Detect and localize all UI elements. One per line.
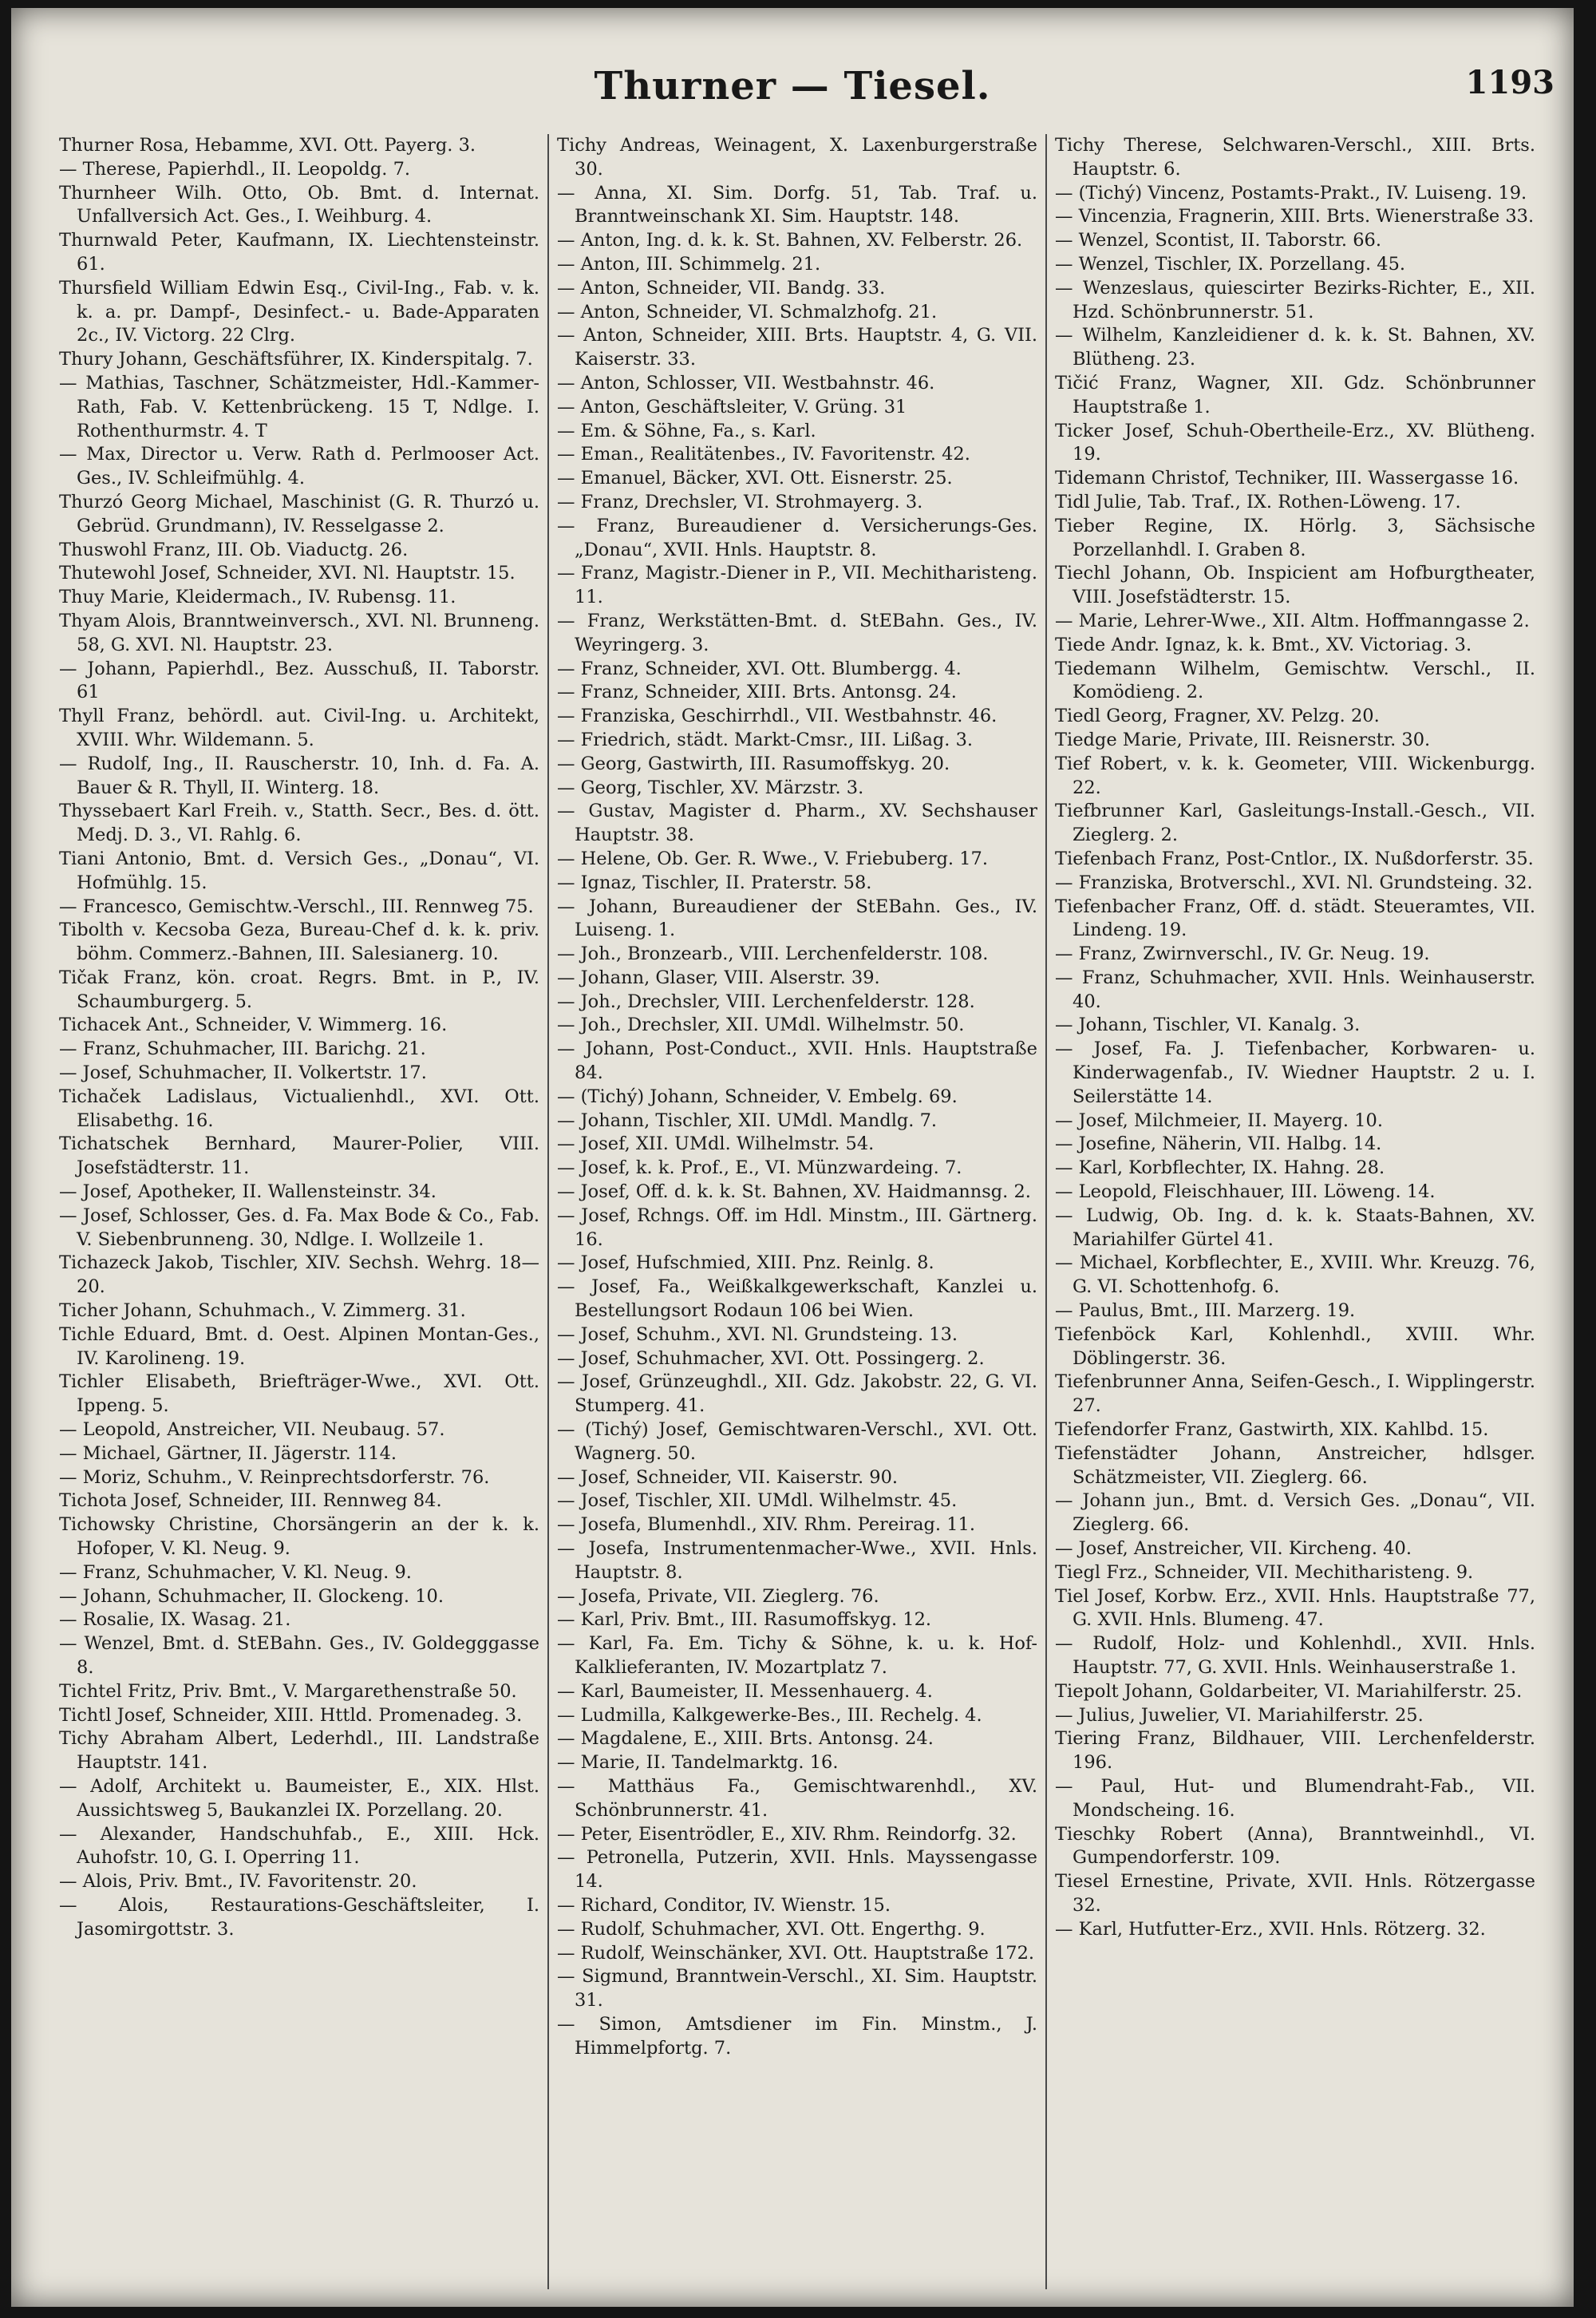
directory-entry: — Rosalie, IX. Wasag. 21.: [59, 1609, 291, 1631]
column-divider: [547, 134, 549, 2289]
directory-entry: — Karl, Fa. Em. Tichy & Söhne, k. u. k. Hof-Kalklieferanten, IV. Mozartplatz 7.: [557, 1633, 1037, 1678]
directory-entry: — Anton, Ing. d. k. k. St. Bahnen, XV. Felberstr. 26.: [557, 230, 1023, 251]
directory-entry: Tichaček Ladislaus, Victualienhdl., XVI. Ott. Elisabethg. 16.: [59, 1086, 539, 1131]
directory-entry: Tiechl Johann, Ob. Inspicient am Hofburgtheater, VIII. Josefstädterstr. 15.: [1055, 563, 1535, 608]
column-divider: [1045, 134, 1047, 2289]
directory-entry: Tiering Franz, Bildhauer, VIII. Lerchenfelderstr. 196.: [1055, 1728, 1535, 1774]
directory-entry: — Franziska, Brotverschl., XVI. Nl. Grundsteing. 32.: [1055, 872, 1533, 893]
directory-entry: Tichler Elisabeth, Briefträger-Wwe., XVI. Ott. Ippeng. 5.: [59, 1371, 539, 1417]
directory-entry: — Josef, Schuhmacher, XVI. Ott. Possingerg. 2.: [557, 1347, 985, 1369]
directory-entry: — Anton, Schneider, VI. Schmalzhofg. 21.: [557, 301, 938, 322]
directory-entry: Tiefenstädter Johann, Anstreicher, hdlsger. Schätzmeister, VII. Zieglerg. 66.: [1055, 1442, 1535, 1488]
directory-entry: Tichtl Josef, Schneider, XIII. Httld. Promenadeg. 3.: [59, 1704, 523, 1726]
directory-entry: — Josef, XII. UMdl. Wilhelmstr. 54.: [557, 1133, 875, 1155]
directory-entry: — Joh., Drechsler, XII. UMdl. Wilhelmstr. 50.: [557, 1015, 965, 1036]
directory-entry: — Mathias, Taschner, Schätzmeister, Hdl.-Kammer-Rath, Fab. V. Kettenbrückeng. 15 T, Ndlge. I. Rothenthurmstr. 4. T: [59, 372, 539, 441]
directory-entry: — Leopold, Fleischhauer, III. Löweng. 14.: [1055, 1181, 1436, 1203]
directory-entry: — Josef, Fa. J. Tiefenbacher, Korbwaren- u. Kinderwagenfab., IV. Wiedner Hauptstr. 2 u. I. Seilerstätte 14.: [1055, 1038, 1535, 1107]
directory-entry: — Franz, Bureaudiener d. Versicherungs-Ges. „Donau“, XVII. Hnls. Hauptstr. 8.: [557, 515, 1037, 560]
directory-entry: — Julius, Juwelier, VI. Mariahilferstr. 25.: [1055, 1704, 1424, 1726]
directory-entry: Thuy Marie, Kleidermach., IV. Rubensg. 11.: [59, 587, 456, 608]
column-1: [59, 134, 539, 2289]
directory-page: [11, 8, 1574, 2307]
directory-entry: — Josefa, Instrumentenmacher-Wwe., XVII. Hnls. Hauptstr. 8.: [557, 1538, 1037, 1583]
directory-entry: Tiegl Frz., Schneider, VII. Mechitharisteng. 9.: [1055, 1561, 1474, 1583]
directory-entry: Thyam Alois, Branntweinversch., XVI. Nl. Brunneng. 58, G. XVI. Nl. Hauptstr. 23.: [59, 610, 539, 655]
directory-entry: — (Tichý) Johann, Schneider, V. Embelg. 69.: [557, 1086, 958, 1107]
directory-entry: Tiefenbach Franz, Post-Cntlor., IX. Nußdorferstr. 35.: [1055, 848, 1534, 869]
directory-entry: — Franz, Zwirnverschl., IV. Gr. Neug. 19.: [1055, 943, 1430, 965]
directory-entry: — Magdalene, E., XIII. Brts. Antonsg. 24.: [557, 1728, 934, 1750]
directory-entry: — Wenzel, Tischler, IX. Porzellang. 45.: [1055, 253, 1406, 275]
directory-entry: Tiel Josef, Korbw. Erz., XVII. Hnls. Hauptstraße 77, G. XVII. Hnls. Blumeng. 47.: [1055, 1585, 1535, 1631]
directory-entry: Tichy Andreas, Weinagent, X. Laxenburgerstraße 30.: [557, 135, 1037, 180]
directory-entry: — Moriz, Schuhm., V. Reinprechtsdorferstr. 76.: [59, 1466, 490, 1488]
directory-entry: — Johann, Papierhdl., Bez. Ausschuß, II. Taborstr. 61: [59, 658, 539, 703]
column-3: [1055, 134, 1535, 2289]
directory-entry: — Rudolf, Ing., II. Rauscherstr. 10, Inh. d. Fa. A. Bauer & R. Thyll, II. Winterg. 18.: [59, 753, 539, 798]
directory-entry: — Josef, Off. d. k. k. St. Bahnen, XV. Haidmannsg. 2.: [557, 1181, 1031, 1203]
directory-entry: — Josef, Schneider, VII. Kaiserstr. 90.: [557, 1466, 899, 1488]
directory-entry: Ticker Josef, Schuh-Obertheile-Erz., XV. Blütheng. 19.: [1055, 420, 1535, 465]
directory-entry: — Alois, Restaurations-Geschäftsleiter, I. Jasomirgottstr. 3.: [59, 1894, 539, 1940]
directory-entry: — Anton, Schlosser, VII. Westbahnstr. 46.: [557, 372, 935, 394]
directory-entry: Tibolth v. Kecsoba Geza, Bureau-Chef d. k. k. priv. böhm. Commerz.-Bahnen, III. Salesianerg. 10.: [59, 920, 539, 965]
directory-entry: — Michael, Korbflechter, E., XVIII. Whr. Kreuzg. 76, G. VI. Schottenhofg. 6.: [1055, 1252, 1535, 1298]
directory-entry: — Wenzel, Bmt. d. StEBahn. Ges., IV. Goldegggasse 8.: [59, 1633, 539, 1678]
directory-entry: Thyssebaert Karl Freih. v., Statth. Secr., Bes. d. ött. Medj. D. 3., VI. Rahlg. 6.: [59, 801, 539, 846]
page-header: [11, 64, 1574, 128]
directory-entry: — Marie, II. Tandelmarktg. 16.: [557, 1752, 839, 1774]
directory-entry: — (Tichý) Vincenz, Postamts-Prakt., IV. Luiseng. 19.: [1055, 182, 1527, 204]
directory-entry: — Leopold, Anstreicher, VII. Neubaug. 57.: [59, 1419, 445, 1441]
column-2: [557, 134, 1037, 2289]
directory-entry: — Franz, Schneider, XIII. Brts. Antonsg. 24.: [557, 682, 957, 703]
directory-entry: Tieber Regine, IX. Hörlg. 3, Sächsische Porzellanhdl. I. Graben 8.: [1055, 515, 1535, 560]
directory-entry: Tichota Josef, Schneider, III. Rennweg 84.: [59, 1490, 442, 1512]
directory-entry: — Josef, Milchmeier, II. Mayerg. 10.: [1055, 1110, 1383, 1131]
directory-entry: — Joh., Drechsler, VIII. Lerchenfelderstr. 128.: [557, 991, 975, 1012]
directory-entry: Tichowsky Christine, Chorsängerin an der k. k. Hofoper, V. Kl. Neug. 9.: [59, 1514, 539, 1560]
directory-entry: — Paulus, Bmt., III. Marzerg. 19.: [1055, 1300, 1356, 1322]
directory-entry: Tichtel Fritz, Priv. Bmt., V. Margarethenstraße 50.: [59, 1680, 517, 1702]
directory-entry: — Josef, Grünzeughdl., XII. Gdz. Jakobstr. 22, G. VI. Stumperg. 41.: [557, 1371, 1037, 1417]
directory-entry: — Anton, Schneider, VII. Bandg. 33.: [557, 277, 886, 299]
directory-entry: Thurnheer Wilh. Otto, Ob. Bmt. d. Internat. Unfallversich Act. Ges., I. Weihburg. 4.: [59, 182, 539, 227]
directory-entry: — Josef, Hufschmied, XIII. Pnz. Reinlg. 8.: [557, 1252, 934, 1274]
directory-entry: Tiefendorfer Franz, Gastwirth, XIX. Kahlbd. 15.: [1055, 1419, 1489, 1441]
directory-entry: — (Tichý) Josef, Gemischtwaren-Verschl., XVI. Ott. Wagnerg. 50.: [557, 1419, 1037, 1464]
directory-entry: Tidl Julie, Tab. Traf., IX. Rothen-Löweng. 17.: [1055, 491, 1461, 512]
directory-entry: — Vincenzia, Fragnerin, XIII. Brts. Wienerstraße 33.: [1055, 206, 1535, 227]
directory-entry: — Rudolf, Weinschänker, XVI. Ott. Hauptstraße 172.: [557, 1942, 1035, 1964]
directory-entry: Thurzó Georg Michael, Maschinist (G. R. Thurzó u. Gebrüd. Grundmann), IV. Resselgasse 2.: [59, 491, 539, 536]
directory-entry: — Richard, Conditor, IV. Wienstr. 15.: [557, 1894, 891, 1916]
directory-entry: — Wenzeslaus, quiescirter Bezirks-Richter, E., XII. Hzd. Schönbrunnerstr. 51.: [1055, 277, 1535, 322]
directory-entry: Tichy Abraham Albert, Lederhdl., III. Landstraße Hauptstr. 141.: [59, 1728, 539, 1774]
directory-entry: Tiepolt Johann, Goldarbeiter, VI. Mariahilferstr. 25.: [1055, 1680, 1523, 1702]
directory-entry: — Marie, Lehrer-Wwe., XII. Altm. Hoffmanngasse 2.: [1055, 610, 1530, 631]
directory-entry: — Rudolf, Holz- und Kohlenhdl., XVII. Hnls. Hauptstr. 77, G. XVII. Hnls. Weinhauserstraße 1.: [1055, 1633, 1535, 1678]
directory-entry: — Karl, Baumeister, II. Messenhauerg. 4.: [557, 1680, 933, 1702]
directory-entry: — Johann, Tischler, VI. Kanalg. 3.: [1055, 1015, 1361, 1036]
directory-entry: — Josefa, Blumenhdl., XIV. Rhm. Pereirag. 11.: [557, 1514, 976, 1536]
directory-entry: — Josef, Tischler, XII. UMdl. Wilhelmstr. 45.: [557, 1490, 958, 1512]
directory-entry: — Peter, Eisentrödler, E., XIV. Rhm. Reindorfg. 32.: [557, 1823, 1017, 1845]
directory-entry: — Karl, Hutfutter-Erz., XVII. Hnls. Rötzerg. 32.: [1055, 1918, 1486, 1940]
directory-entry: — Josef, Apotheker, II. Wallensteinstr. 34.: [59, 1181, 437, 1203]
directory-entry: — Ignaz, Tischler, II. Praterstr. 58.: [557, 872, 872, 893]
directory-entry: Tichy Therese, Selchwaren-Verschl., XIII. Brts. Hauptstr. 6.: [1055, 135, 1535, 180]
directory-entry: — Alexander, Handschuhfab., E., XIII. Hck. Auhofstr. 10, G. I. Operring 11.: [59, 1823, 539, 1869]
directory-entry: — Johann jun., Bmt. d. Versich Ges. „Donau“, VII. Zieglerg. 66.: [1055, 1490, 1535, 1536]
directory-entry: Tiefenböck Karl, Kohlenhdl., XVIII. Whr. Döblingerstr. 36.: [1055, 1323, 1535, 1369]
directory-entry: Thursfield William Edwin Esq., Civil-Ing., Fab. v. k. k. a. pr. Dampf-, Desinfect.- u. Bade-Apparaten 2c., IV. Victorg. 22 Clrg.: [59, 277, 539, 346]
directory-entry: Thutewohl Josef, Schneider, XVI. Nl. Hauptstr. 15.: [59, 563, 516, 584]
directory-entry: — Karl, Korbflechter, IX. Hahng. 28.: [1055, 1157, 1385, 1179]
directory-entry: — Adolf, Architekt u. Baumeister, E., XIX. Hlst. Aussichtsweg 5, Baukanzlei IX. Porzellang. 20.: [59, 1775, 539, 1821]
directory-entry: — Franz, Werkstätten-Bmt. d. StEBahn. Ges., IV. Weyringerg. 3.: [557, 610, 1037, 655]
directory-entry: — Karl, Priv. Bmt., III. Rasumoffskyg. 12.: [557, 1609, 932, 1631]
directory-entry: — Anton, Schneider, XIII. Brts. Hauptstr. 4, G. VII. Kaiserstr. 33.: [557, 325, 1037, 370]
directory-entry: Tiefenbacher Franz, Off. d. städt. Steueramtes, VII. Lindeng. 19.: [1055, 896, 1535, 941]
directory-entry: — Josef, Schlosser, Ges. d. Fa. Max Bode & Co., Fab. V. Siebenbrunneng. 30, Ndlge. I. Wollzeile 1.: [59, 1204, 539, 1250]
directory-entry: Tiedge Marie, Private, III. Reisnerstr. 30.: [1055, 729, 1431, 750]
directory-entry: Thuswohl Franz, III. Ob. Viaductg. 26.: [59, 539, 409, 560]
directory-entry: Tichatschek Bernhard, Maurer-Polier, VIII. Josefstädterstr. 11.: [59, 1133, 539, 1179]
directory-entry: — Petronella, Putzerin, XVII. Hnls. Mayssengasse 14.: [557, 1847, 1037, 1893]
directory-entry: — Johann, Bureaudiener der StEBahn. Ges., IV. Luiseng. 1.: [557, 896, 1037, 941]
directory-entry: Tidemann Christof, Techniker, III. Wassergasse 16.: [1055, 468, 1519, 489]
directory-entry: — Josef, k. k. Prof., E., VI. Münzwardeing. 7.: [557, 1157, 962, 1179]
directory-entry: — Em. & Söhne, Fa., s. Karl.: [557, 420, 816, 441]
directory-entry: Ticher Johann, Schuhmach., V. Zimmerg. 31.: [59, 1300, 466, 1322]
directory-entry: — Georg, Tischler, XV. Märzstr. 3.: [557, 777, 864, 798]
directory-entry: Tiesel Ernestine, Private, XVII. Hnls. Rötzergasse 32.: [1055, 1871, 1535, 1916]
directory-entry: — Franz, Drechsler, VI. Strohmayerg. 3.: [557, 491, 923, 512]
directory-entry: Tičak Franz, kön. croat. Regrs. Bmt. in P., IV. Schaumburgerg. 5.: [59, 967, 539, 1012]
directory-entry: — Max, Director u. Verw. Rath d. Perlmooser Act. Ges., IV. Schleifmühlg. 4.: [59, 444, 539, 489]
directory-entry: Thurner Rosa, Hebamme, XVI. Ott. Payerg. 3.: [59, 135, 476, 156]
directory-entry: — Helene, Ob. Ger. R. Wwe., V. Friebuberg. 17.: [557, 848, 988, 869]
directory-entry: Thury Johann, Geschäftsführer, IX. Kinderspitalg. 7.: [59, 349, 533, 370]
directory-entry: — Georg, Gastwirth, III. Rasumoffskyg. 20.: [557, 753, 950, 774]
directory-entry: — Josef, Schuhmacher, II. Volkertstr. 17.: [59, 1062, 427, 1084]
directory-entry: — Johann, Schuhmacher, II. Glockeng. 10.: [59, 1585, 444, 1607]
directory-entry: Tiani Antonio, Bmt. d. Versich Ges., „Donau“, VI. Hofmühlg. 15.: [59, 848, 539, 893]
directory-entry: — Franz, Schneider, XVI. Ott. Blumbergg. 4.: [557, 658, 962, 679]
directory-entry: — Johann, Post-Conduct., XVII. Hnls. Hauptstraße 84.: [557, 1038, 1037, 1084]
directory-entry: — Josefine, Näherin, VII. Halbg. 14.: [1055, 1133, 1382, 1155]
directory-entry: Tichazeck Jakob, Tischler, XIV. Sechsh. Wehrg. 18—20.: [59, 1252, 539, 1298]
page-number: 1193: [1465, 64, 1555, 101]
directory-entry: — Alois, Priv. Bmt., IV. Favoritenstr. 20.: [59, 1871, 417, 1893]
directory-entry: — Josef, Rchngs. Off. im Hdl. Minstm., III. Gärtnerg. 16.: [557, 1204, 1037, 1250]
directory-entry: Tičić Franz, Wagner, XII. Gdz. Schönbrunner Hauptstraße 1.: [1055, 372, 1535, 417]
directory-entry: Tichacek Ant., Schneider, V. Wimmerg. 16.: [59, 1015, 448, 1036]
directory-entry: — Simon, Amtsdiener im Fin. Minstm., J. Himmelpfortg. 7.: [557, 2013, 1037, 2059]
running-title: Thurner — Tiesel.: [594, 64, 991, 109]
directory-entry: — Sigmund, Branntwein-Verschl., XI. Sim. Hauptstr. 31.: [557, 1966, 1037, 2011]
directory-entry: Tiedemann Wilhelm, Gemischtw. Verschl., II. Komödieng. 2.: [1055, 658, 1535, 703]
directory-entry: — Johann, Glaser, VIII. Alserstr. 39.: [557, 967, 880, 988]
directory-entry: Tiede Andr. Ignaz, k. k. Bmt., XV. Victoriag. 3.: [1055, 634, 1472, 655]
directory-entry: Thurnwald Peter, Kaufmann, IX. Liechtensteinstr. 61.: [59, 230, 539, 275]
directory-entry: Thyll Franz, behördl. aut. Civil-Ing. u. Architekt, XVIII. Whr. Wildemann. 5.: [59, 706, 539, 750]
directory-entry: Tieschky Robert (Anna), Branntweinhdl., VI. Gumpendorferstr. 109.: [1055, 1823, 1535, 1869]
directory-entry: Tichle Eduard, Bmt. d. Oest. Alpinen Montan-Ges., IV. Karolineng. 19.: [59, 1323, 539, 1369]
directory-entry: Tiedl Georg, Fragner, XV. Pelzg. 20.: [1055, 706, 1380, 727]
directory-entry: — Michael, Gärtner, II. Jägerstr. 114.: [59, 1442, 397, 1464]
directory-entry: — Therese, Papierhdl., II. Leopoldg. 7.: [59, 158, 411, 180]
directory-entry: — Gustav, Magister d. Pharm., XV. Sechshauser Hauptstr. 38.: [557, 801, 1037, 846]
directory-entry: — Franziska, Geschirrhdl., VII. Westbahnstr. 46.: [557, 706, 998, 727]
directory-entry: — Anton, III. Schimmelg. 21.: [557, 253, 821, 275]
directory-entry: — Joh., Bronzearb., VIII. Lerchenfelderstr. 108.: [557, 943, 989, 965]
directory-entry: — Josef, Schuhm., XVI. Nl. Grundsteing. 13.: [557, 1323, 958, 1345]
directory-entry: — Franz, Magistr.-Diener in P., VII. Mechitharisteng. 11.: [557, 563, 1037, 608]
directory-entry: — Franz, Schuhmacher, III. Barichg. 21.: [59, 1038, 426, 1060]
directory-entry: — Josef, Anstreicher, VII. Kircheng. 40.: [1055, 1538, 1412, 1560]
directory-entry: — Wilhelm, Kanzleidiener d. k. k. St. Bahnen, XV. Blütheng. 23.: [1055, 325, 1535, 370]
directory-entry: — Francesco, Gemischtw.-Verschl., III. Rennweg 75.: [59, 896, 534, 917]
directory-entry: — Anna, XI. Sim. Dorfg. 51, Tab. Traf. u. Branntweinschank XI. Sim. Hauptstr. 148.: [557, 182, 1037, 227]
directory-entry: — Wenzel, Scontist, II. Taborstr. 66.: [1055, 230, 1382, 251]
directory-entry: Tiefbrunner Karl, Gasleitungs-Install.-Gesch., VII. Zieglerg. 2.: [1055, 801, 1535, 846]
directory-entry: — Emanuel, Bäcker, XVI. Ott. Eisnerstr. 25.: [557, 468, 953, 489]
directory-entry: — Friedrich, städt. Markt-Cmsr., III. Lißag. 3.: [557, 729, 974, 750]
directory-columns: [59, 134, 1551, 2289]
directory-entry: — Paul, Hut- und Blumendraht-Fab., VII. Mondscheing. 16.: [1055, 1775, 1535, 1821]
directory-entry: — Matthäus Fa., Gemischtwarenhdl., XV. Schönbrunnerstr. 41.: [557, 1775, 1037, 1821]
directory-entry: — Franz, Schuhmacher, XVII. Hnls. Weinhauserstr. 40.: [1055, 967, 1535, 1012]
directory-entry: — Rudolf, Schuhmacher, XVI. Ott. Engerthg. 9.: [557, 1918, 986, 1940]
directory-entry: — Ludwig, Ob. Ing. d. k. k. Staats-Bahnen, XV. Mariahilfer Gürtel 41.: [1055, 1204, 1535, 1250]
directory-entry: — Anton, Geschäftsleiter, V. Grüng. 31: [557, 396, 907, 417]
directory-entry: — Josefa, Private, VII. Zieglerg. 76.: [557, 1585, 879, 1607]
directory-entry: — Eman., Realitätenbes., IV. Favoritenstr. 42.: [557, 444, 970, 465]
directory-entry: — Johann, Tischler, XII. UMdl. Mandlg. 7.: [557, 1110, 938, 1131]
directory-entry: — Ludmilla, Kalkgewerke-Bes., III. Rechelg. 4.: [557, 1704, 982, 1726]
directory-entry: — Josef, Fa., Weißkalkgewerkschaft, Kanzlei u. Bestellungsort Rodaun 106 bei Wien.: [557, 1276, 1037, 1322]
directory-entry: — Franz, Schuhmacher, V. Kl. Neug. 9.: [59, 1561, 412, 1583]
directory-entry: Tiefenbrunner Anna, Seifen-Gesch., I. Wipplingerstr. 27.: [1055, 1371, 1535, 1417]
directory-entry: Tief Robert, v. k. k. Geometer, VIII. Wickenburgg. 22.: [1055, 753, 1535, 798]
